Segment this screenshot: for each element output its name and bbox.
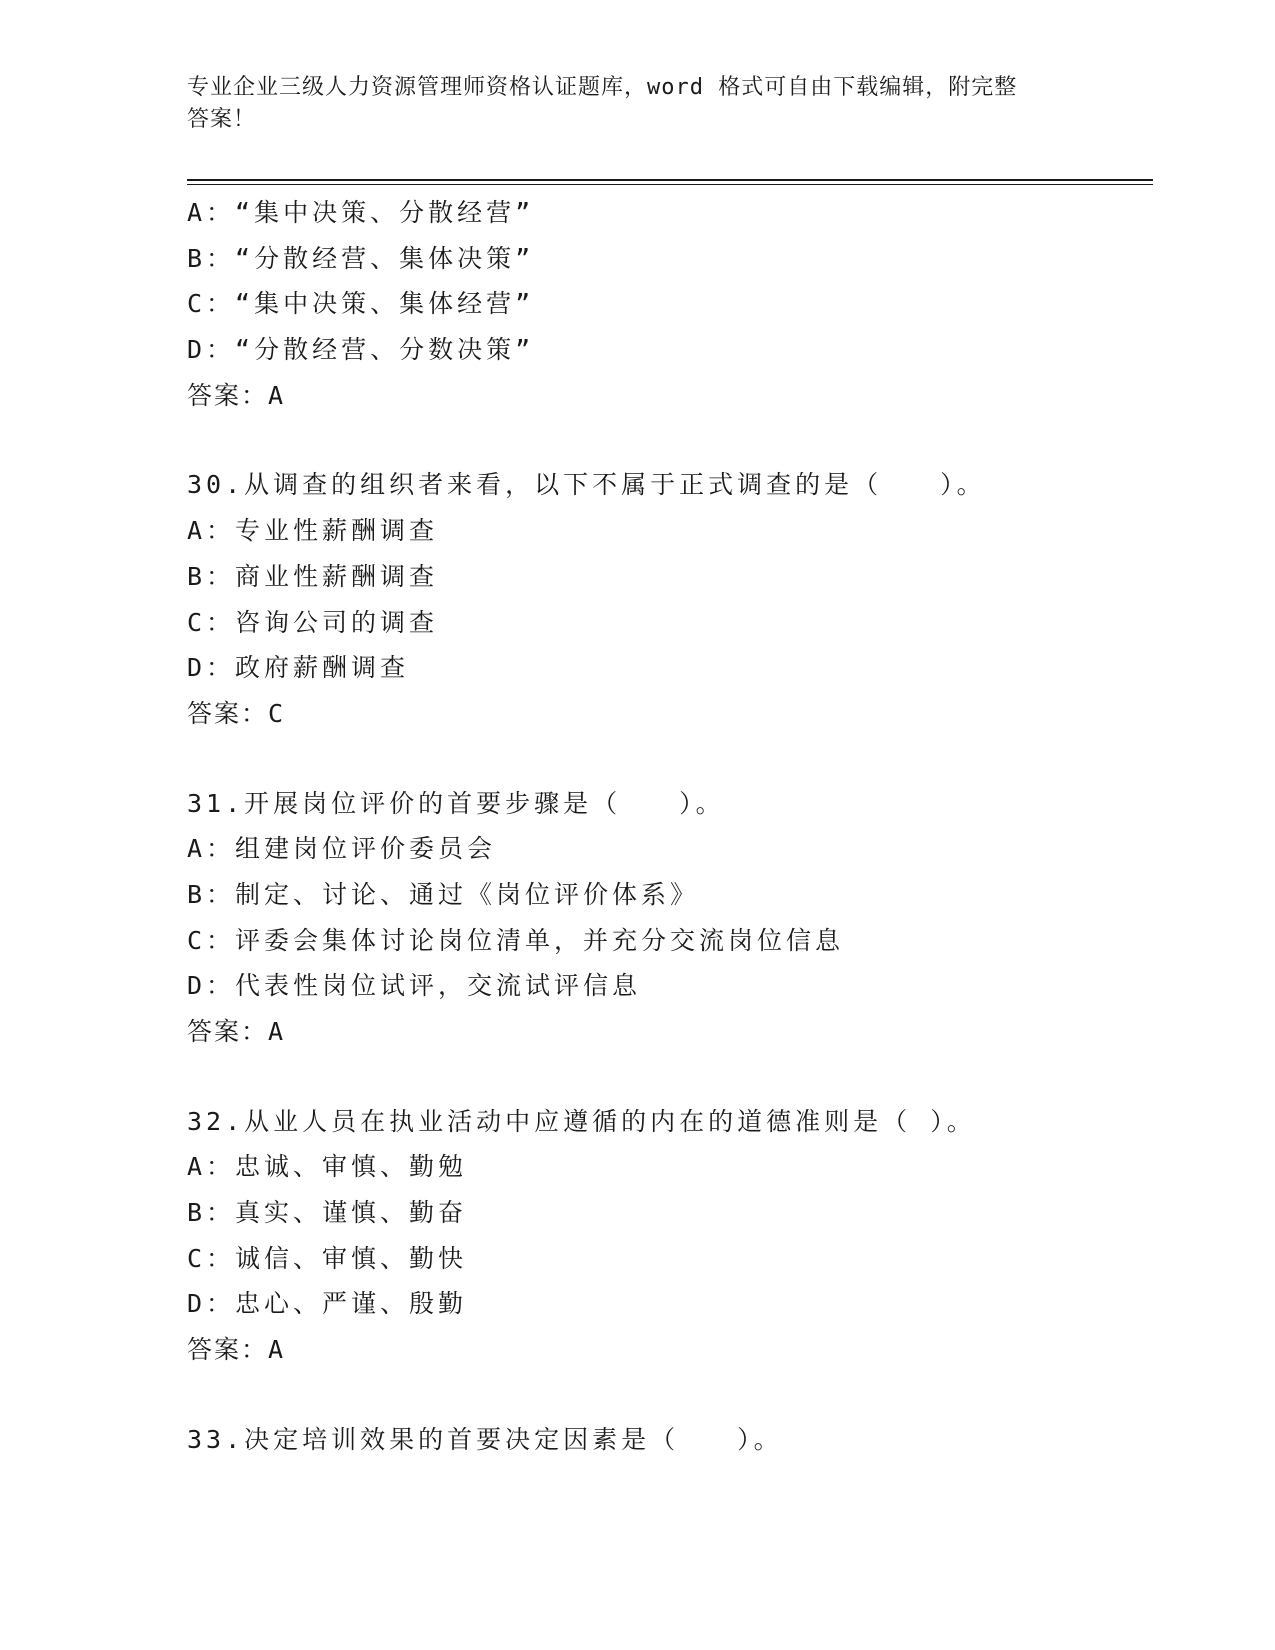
answer-line: [187, 1009, 1153, 1055]
header-line-1: 专业企业三级人力资源管理师资格认证题库，word 格式可自由下载编辑，附完整: [187, 75, 1018, 100]
question-spacer: [187, 737, 1153, 781]
answer-value: A: [268, 1335, 286, 1365]
question-32: [187, 1099, 1153, 1373]
question-text: 30.从调查的组织者来看，以下不属于正式调查的是（ ）。: [187, 470, 986, 500]
option-d: D：“分散经营、分数决策”: [187, 335, 535, 365]
question-spacer: [187, 1055, 1153, 1099]
header-line-2: 答案！: [187, 107, 257, 132]
answer-line: [187, 373, 1153, 419]
option-c: C：“集中决策、集体经营”: [187, 289, 535, 319]
question-text: 33.决定培训效果的首要决定因素是（ ）。: [187, 1424, 783, 1454]
option-c: C：咨询公司的调查: [187, 607, 439, 637]
question-30: [187, 462, 1153, 736]
question-list: [187, 190, 1153, 1463]
answer-line: [187, 691, 1153, 737]
answer-value: A: [268, 1017, 286, 1046]
option-a: A：专业性薪酬调查: [187, 516, 439, 546]
answer-label: 答案：: [187, 698, 269, 728]
question-text: 31.开展岗位评价的首要步骤是（ ）。: [187, 788, 725, 818]
answer-value: A: [268, 380, 286, 410]
option-a: A：忠诚、审慎、勤勉: [187, 1152, 468, 1182]
option-b: B：商业性薪酬调查: [187, 561, 439, 591]
option-a: A：“集中决策、分散经营”: [187, 198, 535, 227]
question-31: [187, 781, 1153, 1055]
question-29: [187, 190, 1153, 418]
option-b: B：“分散经营、集体决策”: [187, 243, 535, 273]
answer-label: 答案：: [187, 1335, 269, 1365]
header-divider-thick: [187, 179, 1153, 181]
option-a: A：组建岗位评价委员会: [187, 834, 497, 864]
answer-label: 答案：: [187, 380, 269, 410]
option-d: D：忠心、严谨、殷勤: [187, 1289, 468, 1319]
option-c: C：评委会集体讨论岗位清单，并充分交流岗位信息: [187, 925, 845, 955]
answer-value: C: [268, 698, 286, 728]
option-b: B：真实、谨慎、勤奋: [187, 1198, 468, 1228]
answer-line: [187, 1327, 1153, 1373]
option-d: D：代表性岗位试评，交流试评信息: [187, 971, 642, 1001]
question-spacer: [187, 418, 1153, 462]
header-divider-thin: [187, 184, 1153, 185]
document-header: [187, 72, 1087, 136]
question-text: 32.从业人员在执业活动中应遵循的内在的道德准则是（ ）。: [187, 1106, 976, 1136]
question-33: [187, 1417, 1153, 1463]
option-c: C：诚信、审慎、勤快: [187, 1243, 468, 1273]
answer-label: 答案：: [187, 1017, 269, 1046]
option-d: D：政府薪酬调查: [187, 653, 410, 683]
question-spacer: [187, 1373, 1153, 1417]
option-b: B：制定、讨论、通过《岗位评价体系》: [187, 879, 700, 909]
